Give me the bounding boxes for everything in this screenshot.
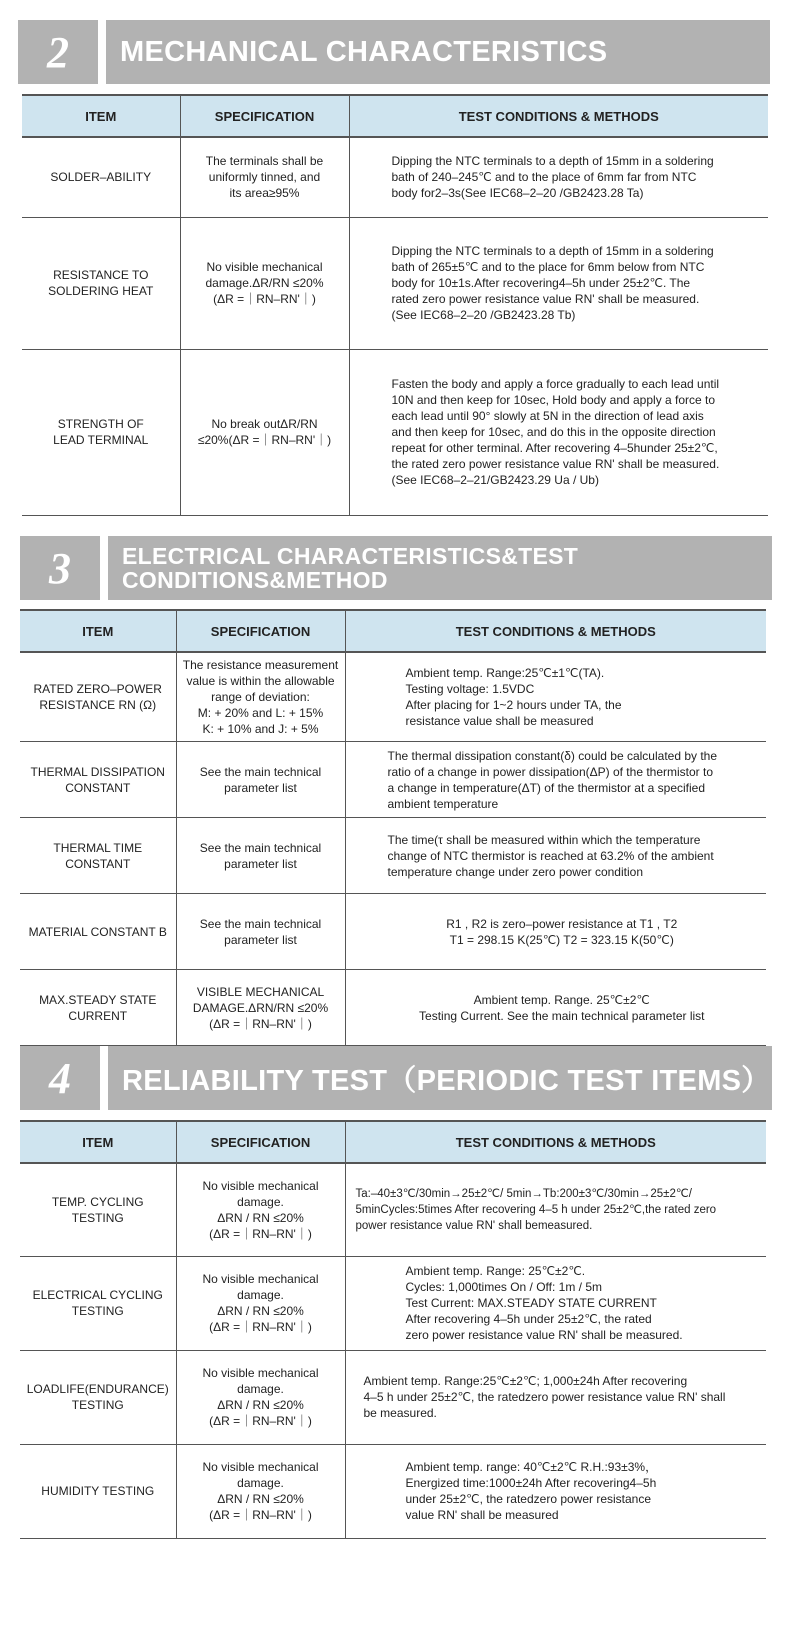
- electrical-characteristics-table: [20, 609, 766, 1046]
- row-conditions: The thermal dissipation constant(δ) could be calculated by the ratio of a change in power dissipation(ΔP) of the thermistor to a change in temperature(ΔT) of the thermistor at a specified ambient temperature: [345, 742, 766, 818]
- col-header-spec: SPECIFICATION: [176, 1121, 345, 1163]
- row-conditions: Fasten the body and apply a force gradually to each lead until 10N and then keep for 10sec, Hold body and apply a force to each lead until 90° slowly at 5N in the direction of lead axis and then keep for 10sec, and do this in the opposite direction repeat for other terminal. After recovering 4–5hunder 25±2℃, the rated zero power resistance value RN' shall be measured. (See IEC68–2–21/GB2423.29 Ua / Ub): [349, 349, 768, 515]
- col-header-conditions: TEST CONDITIONS & METHODS: [345, 1121, 766, 1163]
- row-item: THERMAL TIME CONSTANT: [20, 818, 176, 894]
- row-spec: See the main technical parameter list: [176, 818, 345, 894]
- row-spec: No visible mechanical damage. ΔRN / RN ≤20% (ΔR =｜RN–RN'｜): [176, 1256, 345, 1350]
- row-item: HUMIDITY TESTING: [20, 1444, 176, 1538]
- col-header-item: ITEM: [20, 610, 176, 652]
- row-item: TEMP. CYCLING TESTING: [20, 1163, 176, 1256]
- section-4-header: [20, 1046, 772, 1110]
- col-header-item: ITEM: [20, 1121, 176, 1163]
- table-row: [20, 1256, 766, 1350]
- row-item: SOLDER–ABILITY: [22, 137, 180, 217]
- row-conditions: Ambient temp. Range: 25℃±2℃. Cycles: 1,000times On / Off: 1m / 5m Test Current: MAX.STEADY STATE CURRENT After recovering 4–5h under 25±2℃, the rated zero power resistance value RN' shall be measured.: [345, 1256, 766, 1350]
- section-number: 3: [20, 536, 100, 600]
- row-item: STRENGTH OF LEAD TERMINAL: [22, 349, 180, 515]
- section-title: MECHANICAL CHARACTERISTICS: [106, 20, 770, 84]
- section-title: RELIABILITY TEST（PERIODIC TEST ITEMS）: [108, 1046, 772, 1110]
- table-row: [22, 137, 768, 217]
- table-row: [20, 652, 766, 742]
- row-item: RESISTANCE TO SOLDERING HEAT: [22, 217, 180, 349]
- row-item: MATERIAL CONSTANT B: [20, 894, 176, 970]
- row-spec: No visible mechanical damage.ΔR/RN ≤20% (ΔR =｜RN–RN'｜): [180, 217, 349, 349]
- col-header-spec: SPECIFICATION: [176, 610, 345, 652]
- table-row: [20, 894, 766, 970]
- row-item: THERMAL DISSIPATION CONSTANT: [20, 742, 176, 818]
- table-row: [20, 1350, 766, 1444]
- row-spec: VISIBLE MECHANICAL DAMAGE.ΔRN/RN ≤20% (ΔR =｜RN–RN'｜): [176, 970, 345, 1046]
- table-row: [22, 217, 768, 349]
- col-header-item: ITEM: [22, 95, 180, 137]
- table-row: [22, 349, 768, 515]
- row-item: LOADLIFE(ENDURANCE) TESTING: [20, 1350, 176, 1444]
- row-spec: No visible mechanical damage. ΔRN / RN ≤20% (ΔR =｜RN–RN'｜): [176, 1444, 345, 1538]
- row-spec: No break outΔR/RN ≤20%(ΔR =｜RN–RN'｜): [180, 349, 349, 515]
- row-conditions: The time(τ shall be measured within which the temperature change of NTC thermistor is reached at 63.2% of the ambient temperature change under zero power condition: [345, 818, 766, 894]
- row-spec: The resistance measurement value is within the allowable range of deviation: M: + 20% and L: + 15% K: + 10% and J: + 5%: [176, 652, 345, 742]
- row-spec: No visible mechanical damage. ΔRN / RN ≤20% (ΔR =｜RN–RN'｜): [176, 1163, 345, 1256]
- row-item: RATED ZERO–POWER RESISTANCE RN (Ω): [20, 652, 176, 742]
- section-3-header: [20, 536, 772, 600]
- col-header-conditions: TEST CONDITIONS & METHODS: [349, 95, 768, 137]
- col-header-conditions: TEST CONDITIONS & METHODS: [345, 610, 766, 652]
- section-title: [108, 536, 772, 600]
- row-conditions: Ambient temp. range: 40℃±2℃ R.H.:93±3%， Energized time:1000±24h After recovering4–5h under 25±2℃, the ratedzero power resistance value RN' shall be measured: [345, 1444, 766, 1538]
- row-spec: No visible mechanical damage. ΔRN / RN ≤20% (ΔR =｜RN–RN'｜): [176, 1350, 345, 1444]
- table-row: [20, 742, 766, 818]
- section-2-header: [18, 20, 770, 84]
- section-title-line-2: CONDITIONS&METHOD: [122, 567, 388, 593]
- row-item: MAX.STEADY STATE CURRENT: [20, 970, 176, 1046]
- table-header-row: [20, 610, 766, 652]
- table-header-row: [22, 95, 768, 137]
- row-spec: The terminals shall be uniformly tinned, and its area≥95%: [180, 137, 349, 217]
- table-row: [20, 1444, 766, 1538]
- row-conditions: Ambient temp. Range:25℃±2℃; 1,000±24h After recovering 4–5 h under 25±2℃, the ratedzero power resistance value RN' shall be measured.: [345, 1350, 766, 1444]
- table-row: [20, 1163, 766, 1256]
- section-number: 4: [20, 1046, 100, 1110]
- row-spec: See the main technical parameter list: [176, 742, 345, 818]
- table-row: [20, 818, 766, 894]
- row-item: ELECTRICAL CYCLING TESTING: [20, 1256, 176, 1350]
- reliability-test-table: [20, 1120, 766, 1539]
- table-row: [20, 970, 766, 1046]
- mechanical-characteristics-table: [22, 94, 768, 516]
- row-conditions: Dipping the NTC terminals to a depth of 15mm in a soldering bath of 265±5℃ and to the place for 6mm below from NTC body for 10±1s.After recovering4–5h under 25±2℃. The rated zero power resistance value RN' shall be measured. (See IEC68–2–20 /GB2423.28 Tb): [349, 217, 768, 349]
- row-conditions: Ambient temp. Range:25℃±1℃(TA). Testing voltage: 1.5VDC After placing for 1~2 hours under TA, the resistance value shall be measured: [345, 652, 766, 742]
- col-header-spec: SPECIFICATION: [180, 95, 349, 137]
- row-conditions: Dipping the NTC terminals to a depth of 15mm in a soldering bath of 240–245℃ and to the place of 6mm far from NTC body for2–3s(See IEC68–2–20 /GB2423.28 Ta): [349, 137, 768, 217]
- row-conditions: Ta:–40±3℃/30min→25±2℃/ 5min→Tb:200±3℃/30min→25±2℃/ 5minCycles:5times After recovering 4–5 h under 25±2℃,the rated zero power resistance value RN' shall bemeasured.: [345, 1163, 766, 1256]
- row-spec: See the main technical parameter list: [176, 894, 345, 970]
- row-conditions: Ambient temp. Range. 25℃±2℃ Testing Current. See the main technical parameter list: [345, 970, 766, 1046]
- row-conditions: R1 , R2 is zero–power resistance at T1 , T2 T1 = 298.15 K(25℃) T2 = 323.15 K(50℃): [345, 894, 766, 970]
- section-title-line-1: ELECTRICAL CHARACTERISTICS&TEST: [122, 543, 579, 569]
- table-header-row: [20, 1121, 766, 1163]
- section-number: 2: [18, 20, 98, 84]
